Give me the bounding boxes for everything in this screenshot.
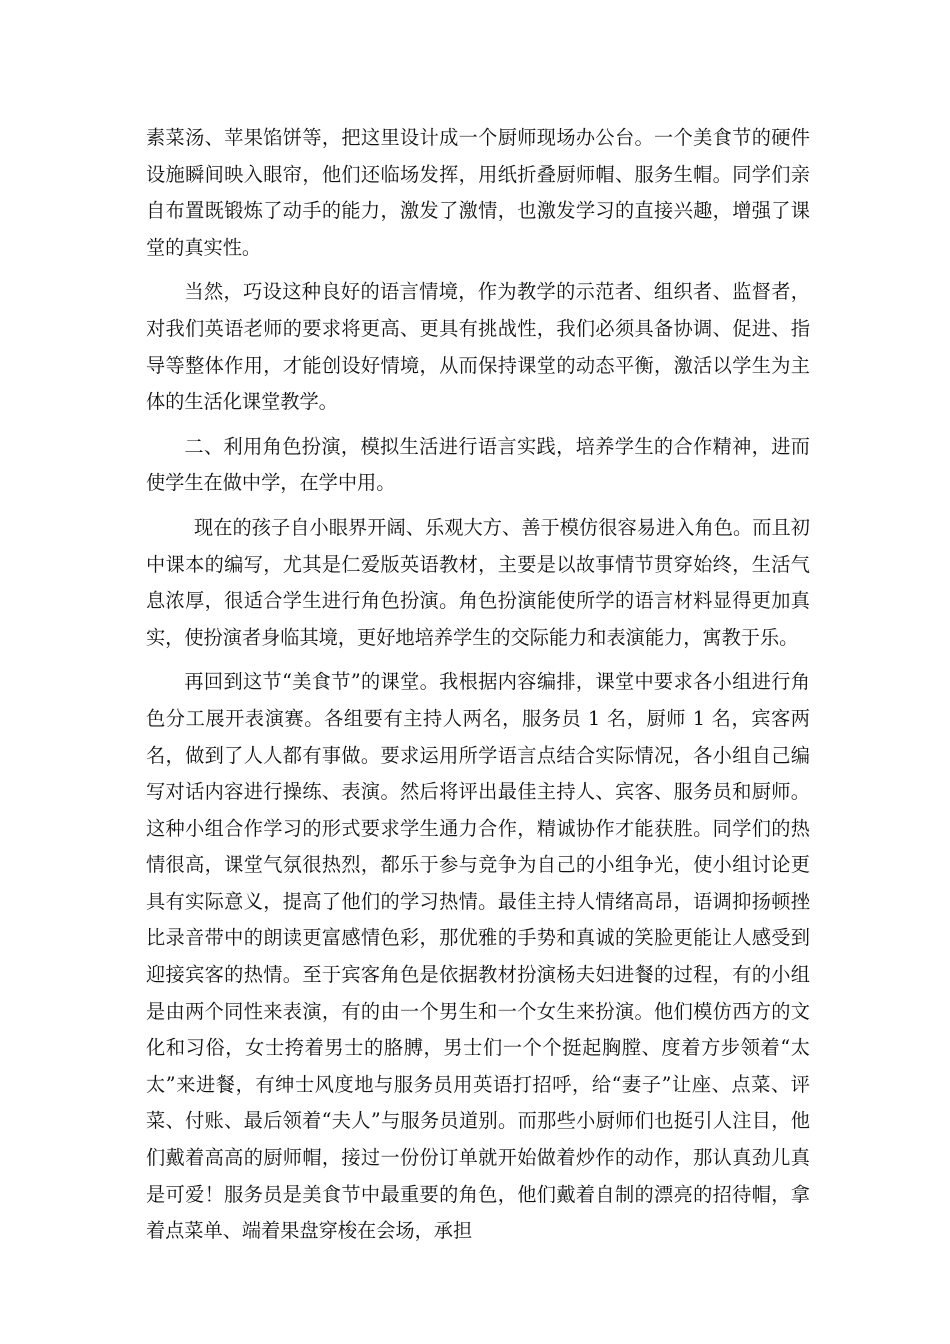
paragraph: 当然，巧设这种良好的语言情境，作为教学的示范者、组织者、监督者，对我们英语老师的要求将更高、更具有挑战性，我们必须具备协调、促进、指导等整体作用，才能创设好情境，从而保持课堂的动态平衡，激活以学生为主体的生活化课堂教学。 — [146, 280, 810, 414]
section-heading-paragraph: 二、利用角色扮演，模拟生活进行语言实践，培养学生的合作精神，进而使学生在做中学，在学中用。 — [146, 434, 810, 495]
paragraph: 现在的孩子自小眼界开阔、乐观大方、善于模仿很容易进入角色。而且初中课本的编写，尤其是仁爱版英语教材，主要是以故事情节贯穿始终，生活气息浓厚，很适合学生进行角色扮演。角色扮演能使所学的语言材料显得更加真实，使扮演者身临其境，更好地培养学生的交际能力和表演能力，寓教于乐。 — [146, 515, 810, 649]
paragraph: 再回到这节“美食节”的课堂。我根据内容编排，课堂中要求各小组进行角色分工展开表演赛。各组要有主持人两名，服务员 1 名，厨师 1 名，宾客两名，做到了人人都有事做。要求运用所学语言点结合实际情况，各小组自己编写对话内容进行操练、表演。然后将评出最佳主持人、宾客、服务员和厨师。这种小组合作学习的形式要求学生通力合作，精诚协作才能获胜。同学们的热情很高，课堂气氛很热烈，都乐于参与竞争为自己的小组争光，使小组讨论更具有实际意义，提高了他们的学习热情。最佳主持人情绪高昂，语调抑扬顿挫比录音带中的朗读更富感情色彩，那优雅的手势和真诚的笑脸更能让人感受到迎接宾客的热情。至于宾客角色是依据教材扮演杨夫妇进餐的过程，有的小组是由两个同性来表演，有的由一个男生和一个女生来扮演。他们模仿西方的文化和习俗，女士挎着男士的胳膊，男士们一个个挺起胸膛、度着方步领着“太太”来进餐，有绅士风度地与服务员用英语打招呼，给“妻子”让座、点菜、评菜、付账、最后领着“夫人”与服务员道别。而那些小厨师们也挺引人注目，他们戴着高高的厨师帽，接过一份份订单就开始做着炒作的动作，那认真劲儿真是可爱！服务员是美食节中最重要的角色，他们戴着自制的漂亮的招待帽，拿着点菜单、端着果盘穿梭在会场，承担 — [146, 670, 810, 1243]
paragraph-continuation: 素菜汤、苹果馅饼等，把这里设计成一个厨师现场办公台。一个美食节的硬件设施瞬间映入眼帘，他们还临场发挥，用纸折叠厨师帽、服务生帽。同学们亲自布置既锻炼了动手的能力，激发了激情，也激发学习的直接兴趣，增强了课堂的真实性。 — [146, 126, 810, 259]
document-body — [146, 120, 810, 1258]
